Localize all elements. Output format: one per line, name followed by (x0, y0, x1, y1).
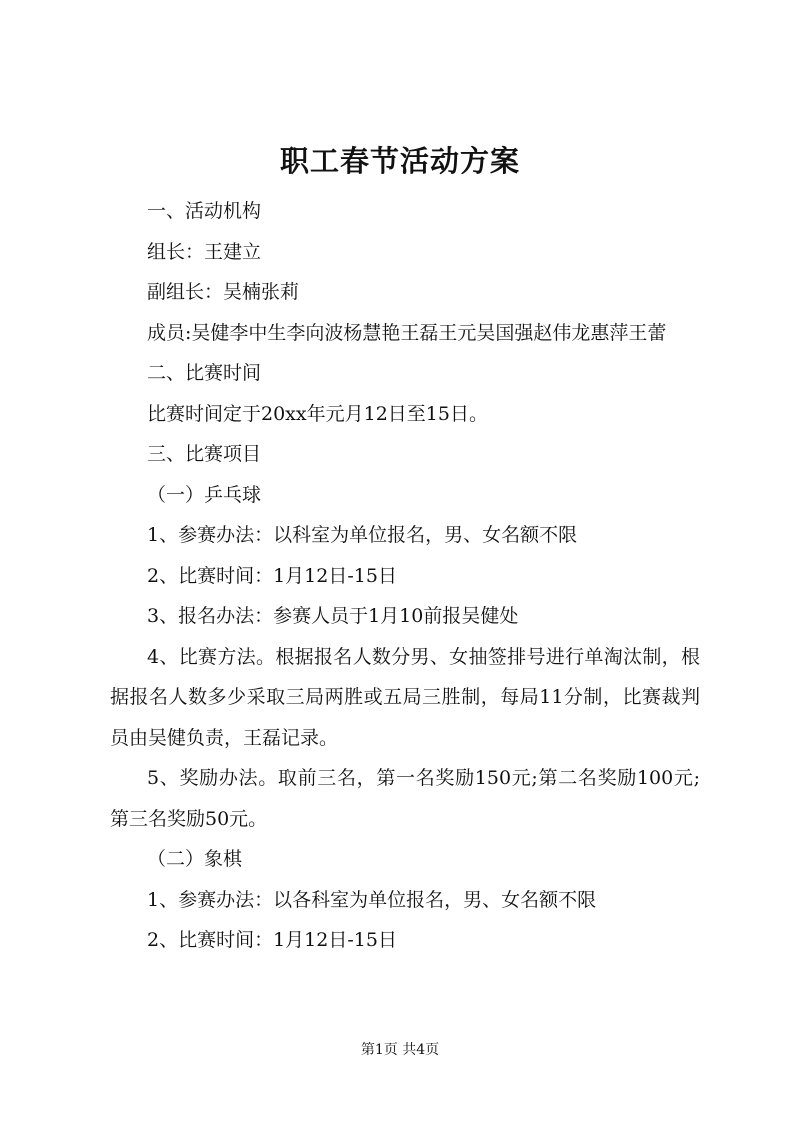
table-tennis-signup: 3、报名办法：参赛人员于1月10前报吴健处 (147, 605, 519, 627)
section-heading-time: 二、比赛时间 (147, 362, 262, 384)
table-tennis-time: 2、比赛时间：1月12日-15日 (147, 564, 397, 587)
section-heading-organization: 一、活动机构 (147, 200, 262, 222)
page-footer: 第1页 共4页 (360, 1042, 440, 1058)
document-body (110, 191, 700, 961)
chess-registration: 1、参赛办法：以各科室为单位报名，男、女名额不限 (147, 888, 597, 911)
deputy-leader-line: 副组长：吴楠张莉 (147, 281, 300, 303)
subheading-chess: （二）象棋 (147, 848, 243, 870)
members-line: 成员:吴健李中生李向波杨慧艳王磊王元吴国强赵伟龙惠萍王蕾 (147, 321, 667, 344)
subheading-table-tennis: （一）乒乓球 (147, 483, 262, 506)
competition-time-line: 比赛时间定于20xx年元月12日至15日。 (147, 402, 488, 425)
chess-time: 2、比赛时间：1月12日-15日 (147, 929, 397, 951)
leader-line: 组长：王建立 (147, 240, 262, 263)
table-tennis-awards: 5、奖励办法。取前三名，第一名奖励150元;第二名奖励100元;第三名奖励50元。 (110, 767, 700, 830)
table-tennis-method: 4、比赛方法。根据报名人数分男、女抽签排号进行单淘汰制，根据报名人数多少采取三局两胜或五局三胜制，每局11分制，比赛裁判员由吴健负责，王磊记录。 (110, 645, 700, 749)
table-tennis-registration: 1、参赛办法：以科室为单位报名，男、女名额不限 (147, 524, 578, 546)
document-title: 职工春节活动方案 (279, 144, 520, 178)
section-heading-events: 三、比赛项目 (147, 443, 262, 465)
